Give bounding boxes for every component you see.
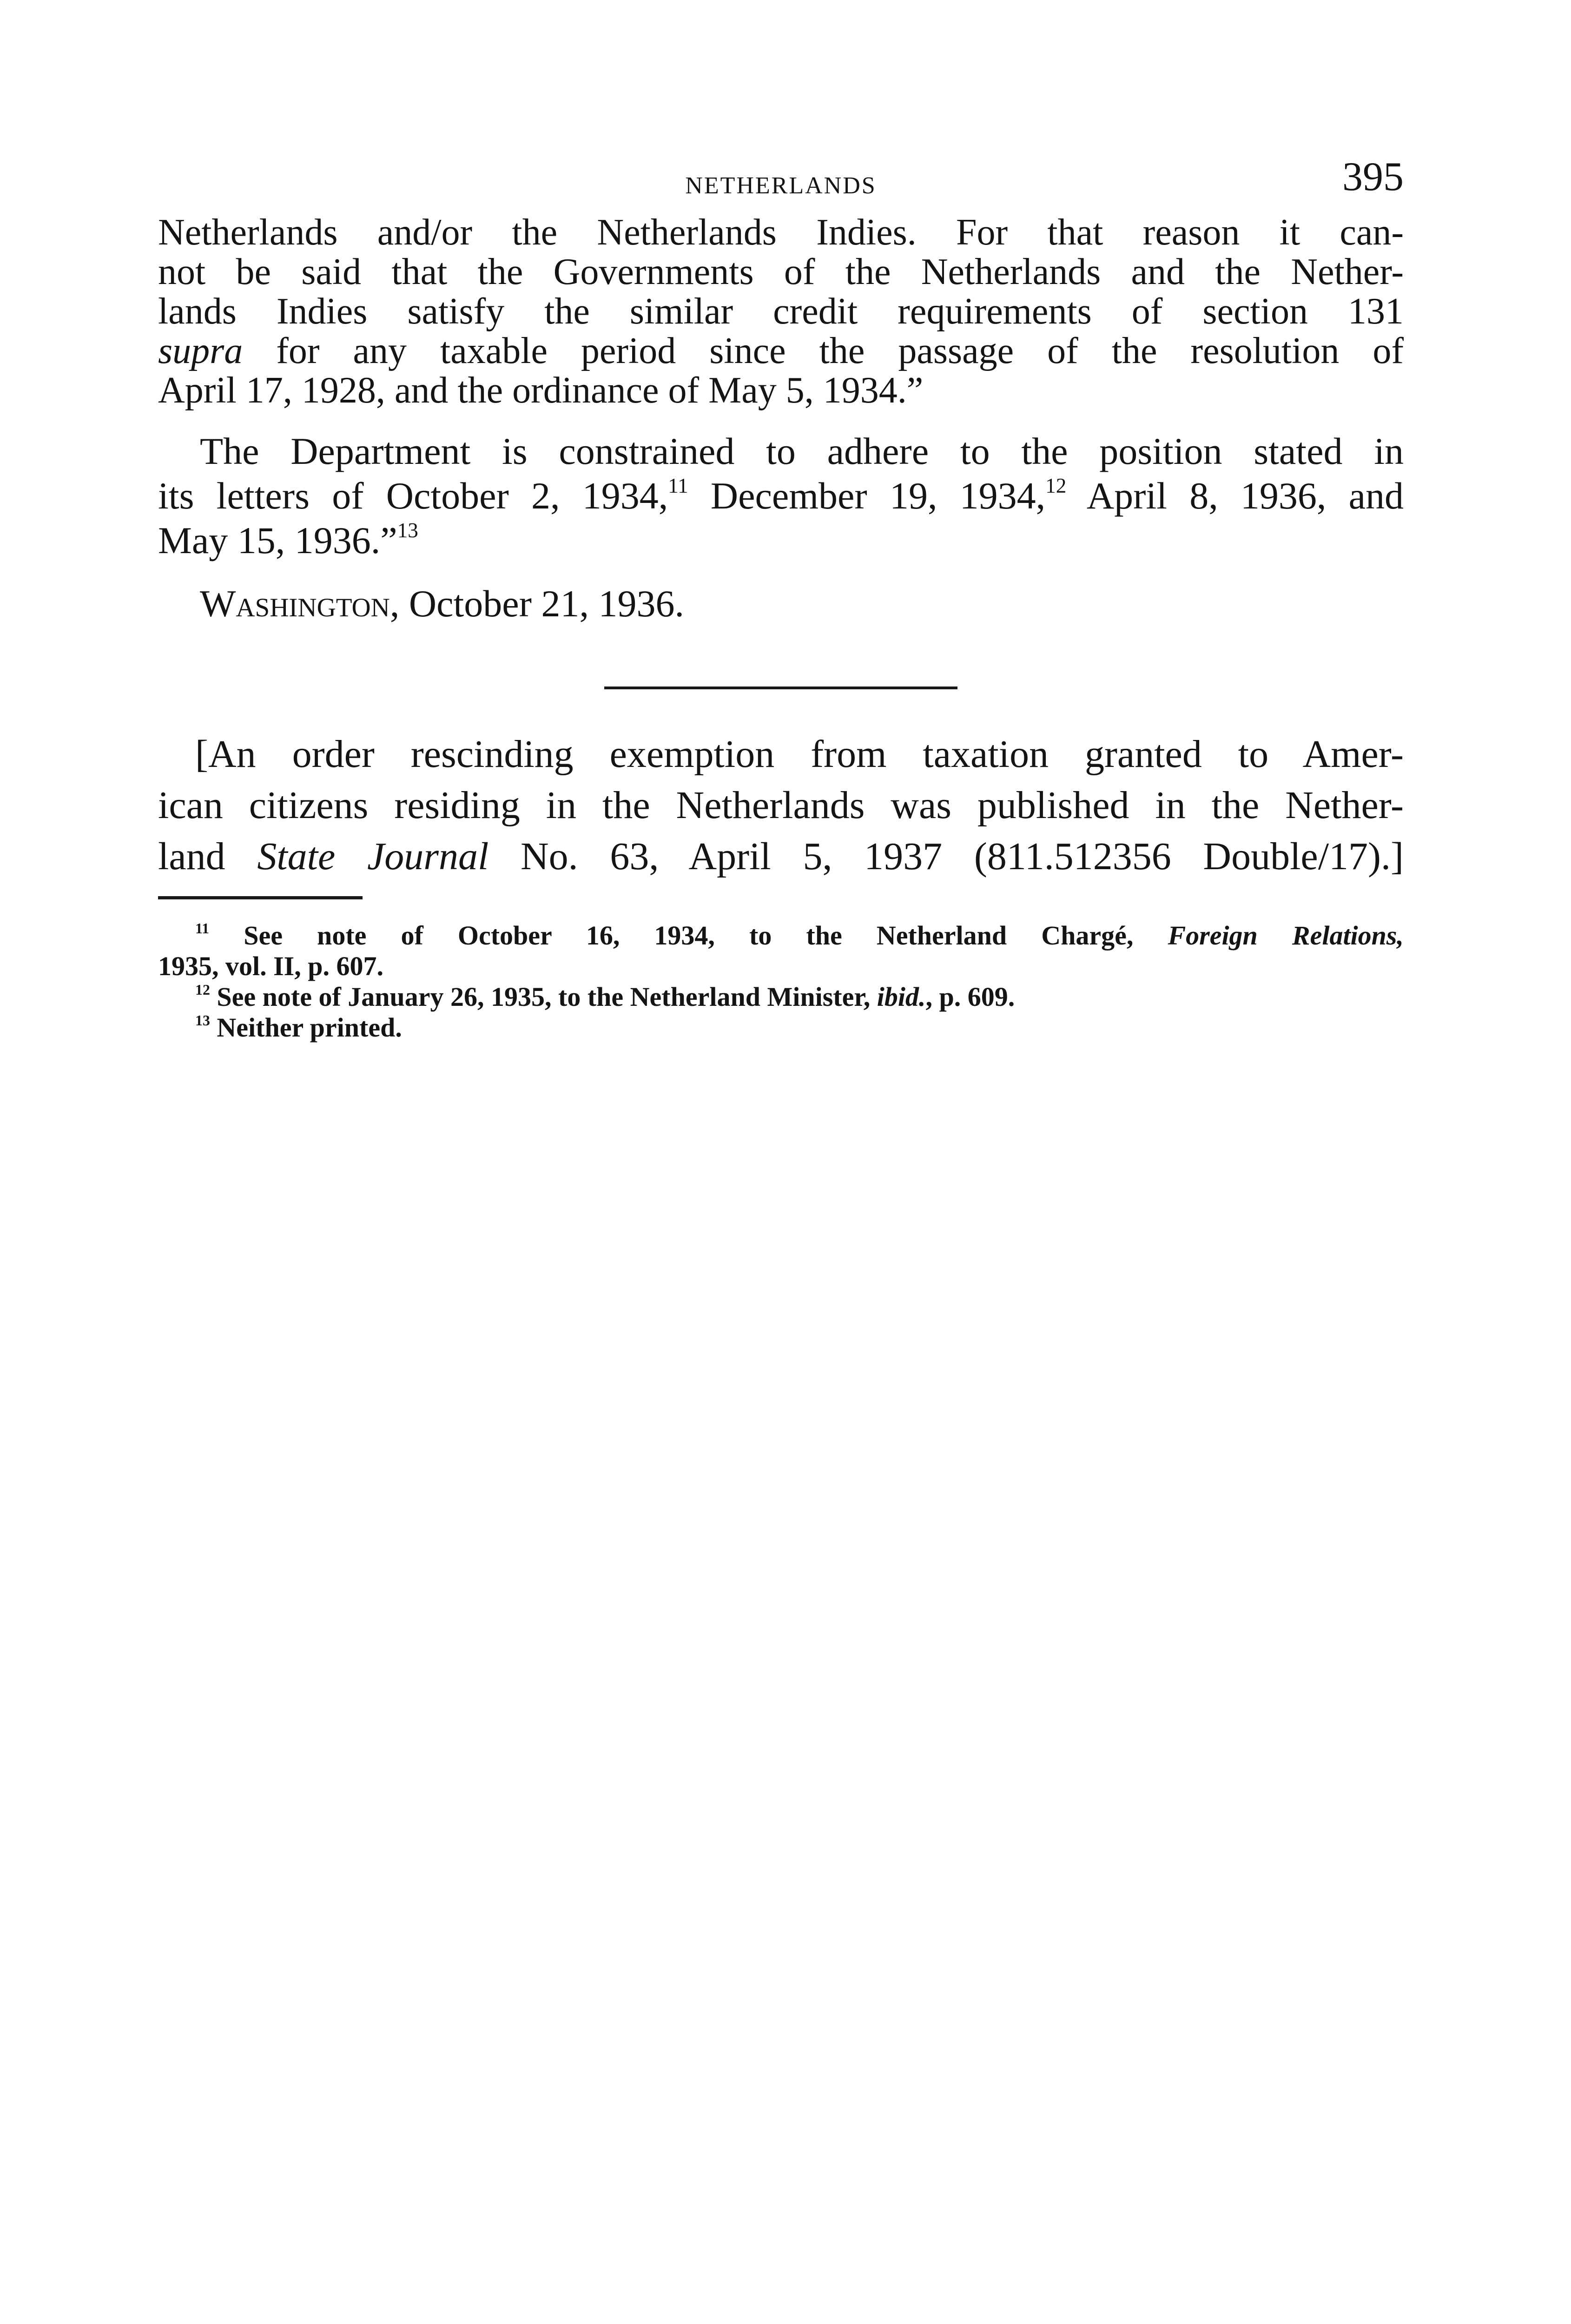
- text-line: [158, 518, 1404, 563]
- running-header: [158, 153, 1404, 205]
- text-span: land: [158, 835, 257, 878]
- paragraph-editorial-note: [158, 729, 1404, 882]
- text-span: May 15, 1936.”: [158, 519, 397, 561]
- text-line: [158, 1012, 1404, 1043]
- footnote-13: [158, 1012, 1404, 1043]
- text-span: , p. 609.: [925, 982, 1015, 1012]
- signature-place: Washington: [200, 582, 390, 625]
- signature-line: [200, 581, 1404, 626]
- text-line: [158, 331, 1404, 371]
- text-span: April 8, 1936, and: [1066, 475, 1404, 517]
- italic-text: Foreign Relations,: [1168, 920, 1404, 951]
- text-span: See note of January 26, 1935, to the Netherland Minister,: [210, 982, 877, 1012]
- footnote-reference: 12: [1045, 474, 1067, 498]
- text-line: [158, 982, 1404, 1012]
- text-line: lands Indies satisfy the similar credit requirements of section 131: [158, 291, 1404, 332]
- text-line: [An order rescinding exemption from taxation granted to Amer-: [195, 733, 1404, 776]
- text-line: Netherlands and/or the Netherlands Indies. For that reason it can-: [158, 212, 1404, 253]
- text-span: See note of October 16, 1934, to the Netherland Chargé,: [209, 920, 1168, 951]
- footnote-reference: 13: [397, 519, 418, 542]
- footnote-12: [158, 982, 1404, 1012]
- text-line: April 17, 1928, and the ordinance of May 5, 1934.”: [158, 370, 924, 411]
- text-span: Neither printed.: [210, 1012, 402, 1043]
- text-span: No. 63, April 5, 1937 (811.512356 Double/17).]: [488, 835, 1404, 878]
- signature-date: , October 21, 1936.: [389, 582, 684, 625]
- footnote-divider: [158, 896, 363, 899]
- text-line: not be said that the Governments of the Netherlands and the Nether-: [158, 251, 1404, 292]
- text-line: [158, 474, 1404, 518]
- text-line: The Department is constrained to adhere to the position stated in: [200, 430, 1404, 472]
- footnote-reference: 11: [668, 474, 688, 498]
- italic-text: State Journal: [257, 835, 489, 878]
- text-line: [158, 831, 1404, 882]
- page-number: 395: [1342, 154, 1404, 199]
- text-span: for any taxable period since the passage of the resolution of: [243, 330, 1404, 371]
- section-divider: [604, 687, 957, 689]
- footnotes: [158, 920, 1404, 1043]
- text-span: its letters of October 2, 1934,: [158, 475, 668, 517]
- text-line: ican citizens residing in the Netherlands was published in the Nether-: [158, 784, 1404, 827]
- footnote-marker: 13: [195, 1012, 210, 1029]
- footnote-marker: 12: [195, 982, 210, 998]
- italic-text: ibid.: [877, 982, 926, 1012]
- text-line: [158, 920, 1404, 951]
- footnote-marker: 11: [195, 920, 210, 937]
- paragraph-department-position: [158, 429, 1404, 563]
- text-span: December 19, 1934,: [688, 475, 1046, 517]
- italic-text: supra: [158, 330, 243, 371]
- footnote-11: [158, 920, 1404, 982]
- text-line: 1935, vol. II, p. 607.: [158, 951, 384, 981]
- paragraph-quoted-continuation: [158, 213, 1404, 410]
- running-title: NETHERLANDS: [685, 172, 877, 199]
- document-page: [158, 153, 1404, 1043]
